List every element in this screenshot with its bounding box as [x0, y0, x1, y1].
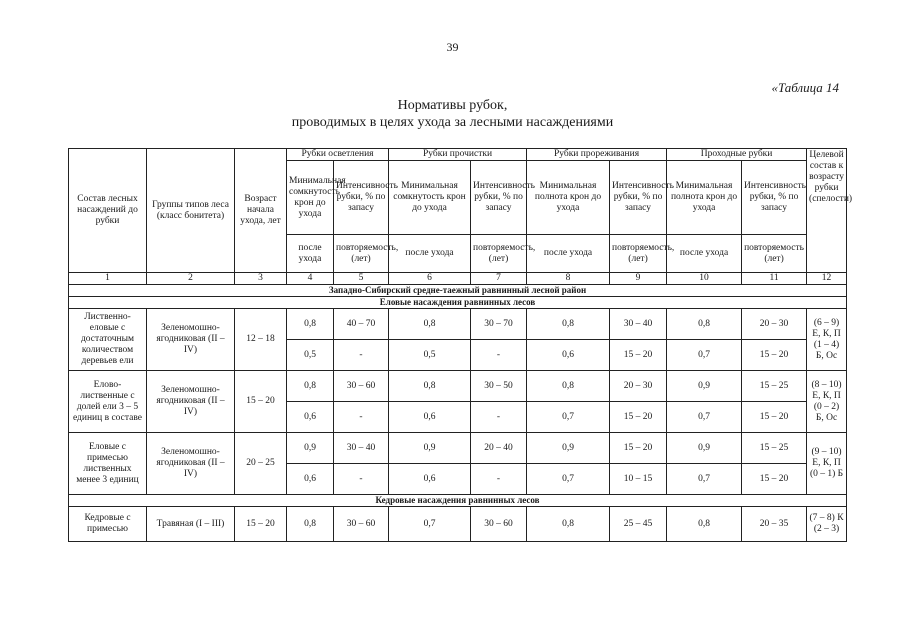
group-target-composition: (6 – 9) Е, К, П (1 – 4) Б, Ос [807, 309, 847, 371]
column-number: 7 [471, 273, 527, 285]
column-number: 2 [147, 273, 235, 285]
group-forest-type: Зеленомошно-ягодниковая (II – IV) [147, 309, 235, 371]
table-cell: 0,8 [287, 507, 334, 542]
table-cell: 0,9 [667, 433, 742, 464]
table-cell: - [471, 464, 527, 495]
table-cell: 0,6 [389, 402, 471, 433]
table-cell: 0,8 [287, 371, 334, 402]
group-composition: Елово-лиственные с долей ели 3 – 5 единиц в составе [69, 371, 147, 433]
table-cell: 0,9 [667, 371, 742, 402]
group-target-composition: (8 – 10) Е, К, П (0 – 2) Б, Ос [807, 371, 847, 433]
table-cell: 15 – 20 [610, 340, 667, 371]
table-cell: 20 – 35 [742, 507, 807, 542]
group-target-composition: (9 – 10) Е, К, П (0 – 1) Б [807, 433, 847, 495]
table-cell: 15 – 20 [742, 464, 807, 495]
column-number: 9 [610, 273, 667, 285]
title-line-2: проводимых в целях ухода за лесными насаждениями [291, 115, 614, 130]
table-cell: 0,6 [287, 402, 334, 433]
table-cell: 30 – 50 [471, 371, 527, 402]
header-thinning-repeat: повторяемость, (лет) [610, 235, 667, 273]
table-cell: 0,6 [287, 464, 334, 495]
table-cell: 15 – 20 [742, 402, 807, 433]
table-cell: 0,9 [527, 433, 610, 464]
table-title [0, 97, 905, 131]
header-group-thinning: Рубки прореживания [527, 149, 667, 161]
header-passage-after: после ухода [667, 235, 742, 273]
group-start-age: 15 – 20 [235, 371, 287, 433]
column-number: 10 [667, 273, 742, 285]
table-cell: 0,5 [287, 340, 334, 371]
table-cell: 15 – 20 [610, 433, 667, 464]
group-start-age: 12 – 18 [235, 309, 287, 371]
header-passage-min: Минимальная полнота крон до ухода [667, 161, 742, 235]
table-cell: 0,8 [667, 507, 742, 542]
header-thinning-after: после ухода [527, 235, 610, 273]
column-number: 3 [235, 273, 287, 285]
cedar-start-age: 15 – 20 [235, 507, 287, 542]
table-cell: 15 – 20 [742, 340, 807, 371]
group-start-age: 20 – 25 [235, 433, 287, 495]
table-cell: 15 – 20 [610, 402, 667, 433]
table-cell: 25 – 45 [610, 507, 667, 542]
table-cell: 15 – 25 [742, 371, 807, 402]
header-forest-type: Группы типов леса (класс бонитета) [147, 149, 235, 273]
table-cell: 0,7 [667, 464, 742, 495]
table-cell: - [471, 402, 527, 433]
table-cell: 30 – 40 [610, 309, 667, 340]
column-number: 12 [807, 273, 847, 285]
group-forest-type: Зеленомошно-ягодниковая (II – IV) [147, 433, 235, 495]
section-heading-cedar: Кедровые насаждения равнинных лесов [69, 495, 847, 507]
column-number: 6 [389, 273, 471, 285]
table-cell: - [471, 340, 527, 371]
title-line-1: Нормативы рубок, [397, 98, 508, 113]
column-number: 11 [742, 273, 807, 285]
table-cell: 0,6 [389, 464, 471, 495]
table-label: «Таблица 14 [771, 80, 839, 95]
cedar-forest-type: Травяная (I – III) [147, 507, 235, 542]
page-number: 39 [446, 40, 459, 54]
table-cell: 0,7 [527, 464, 610, 495]
table-cell: 0,9 [287, 433, 334, 464]
logging-norms-table [68, 148, 853, 542]
header-clarification-after: после ухода [287, 235, 334, 273]
table-cell: 30 – 60 [334, 371, 389, 402]
table-cell: 30 – 60 [334, 507, 389, 542]
table-cell: 0,8 [287, 309, 334, 340]
header-group-cleaning: Рубки прочистки [389, 149, 527, 161]
group-composition: Еловые с примесью лиственных менее 3 единиц [69, 433, 147, 495]
header-thinning-min: Минимальная полнота крон до ухода [527, 161, 610, 235]
table-cell: 0,8 [527, 309, 610, 340]
table-cell: 0,7 [667, 340, 742, 371]
table-cell: 30 – 40 [334, 433, 389, 464]
table-cell: - [334, 402, 389, 433]
header-group-passage: Проходные рубки [667, 149, 807, 161]
table-cell: - [334, 340, 389, 371]
header-thinning-intensity: Интенсивность рубки, % по запасу [610, 161, 667, 235]
header-clarification-repeat: повторяемость, (лет) [334, 235, 389, 273]
table-cell: 10 – 15 [610, 464, 667, 495]
table-row [69, 371, 847, 402]
column-numbers-row [69, 273, 847, 285]
table-cell: 0,9 [389, 433, 471, 464]
header-group-clarification: Рубки осветления [287, 149, 389, 161]
table-cell: 0,8 [527, 507, 610, 542]
table-cell: 0,8 [389, 309, 471, 340]
table-cell: 0,7 [389, 507, 471, 542]
region-heading: Западно-Сибирский средне-таежный равнинный лесной район [69, 285, 847, 297]
table-cell: 20 – 30 [742, 309, 807, 340]
table-row [69, 309, 847, 340]
header-passage-repeat: повторяемость (лет) [742, 235, 807, 273]
table-cell: 20 – 40 [471, 433, 527, 464]
table-cell: 40 – 70 [334, 309, 389, 340]
cedar-target-composition: (7 – 8) К (2 – 3) [807, 507, 847, 542]
table-cell: 30 – 70 [471, 309, 527, 340]
column-number: 1 [69, 273, 147, 285]
table-cell: 0,8 [527, 371, 610, 402]
table-cell: 30 – 60 [471, 507, 527, 542]
table-cell: - [334, 464, 389, 495]
column-number: 4 [287, 273, 334, 285]
header-clarification-intensity: Интенсивность рубки, % по запасу [334, 161, 389, 235]
table-row [69, 433, 847, 464]
group-composition: Лиственно-еловые с достаточным количеством деревьев ели [69, 309, 147, 371]
table-cell: 0,5 [389, 340, 471, 371]
header-target-composition: Целевой состав к возрасту рубки (спелости) [807, 149, 847, 273]
group-forest-type: Зеленомошно-ягодниковая (II – IV) [147, 371, 235, 433]
header-cleaning-repeat: повторяемость, (лет) [471, 235, 527, 273]
table-cell: 0,8 [389, 371, 471, 402]
cedar-composition: Кедровые с примесью [69, 507, 147, 542]
table-cell: 15 – 25 [742, 433, 807, 464]
table-cell: 20 – 30 [610, 371, 667, 402]
header-cleaning-after: после ухода [389, 235, 471, 273]
table-cell: 0,7 [527, 402, 610, 433]
header-start-age: Возраст начала ухода, лет [235, 149, 287, 273]
header-cleaning-intensity: Интенсивность рубки, % по запасу [471, 161, 527, 235]
header-clarification-min: Минимальная сомкнутость крон до ухода [287, 161, 334, 235]
table-row [69, 507, 847, 542]
header-passage-intensity: Интенсивность рубки, % по запасу [742, 161, 807, 235]
table-cell: 0,8 [667, 309, 742, 340]
section-heading-spruce: Еловые насаждения равнинных лесов [69, 297, 847, 309]
table-cell: 0,6 [527, 340, 610, 371]
column-number: 8 [527, 273, 610, 285]
header-cleaning-min: Минимальная сомкнутость крон до ухода [389, 161, 471, 235]
table-cell: 0,7 [667, 402, 742, 433]
column-number: 5 [334, 273, 389, 285]
header-composition: Состав лесных насаждений до рубки [69, 149, 147, 273]
